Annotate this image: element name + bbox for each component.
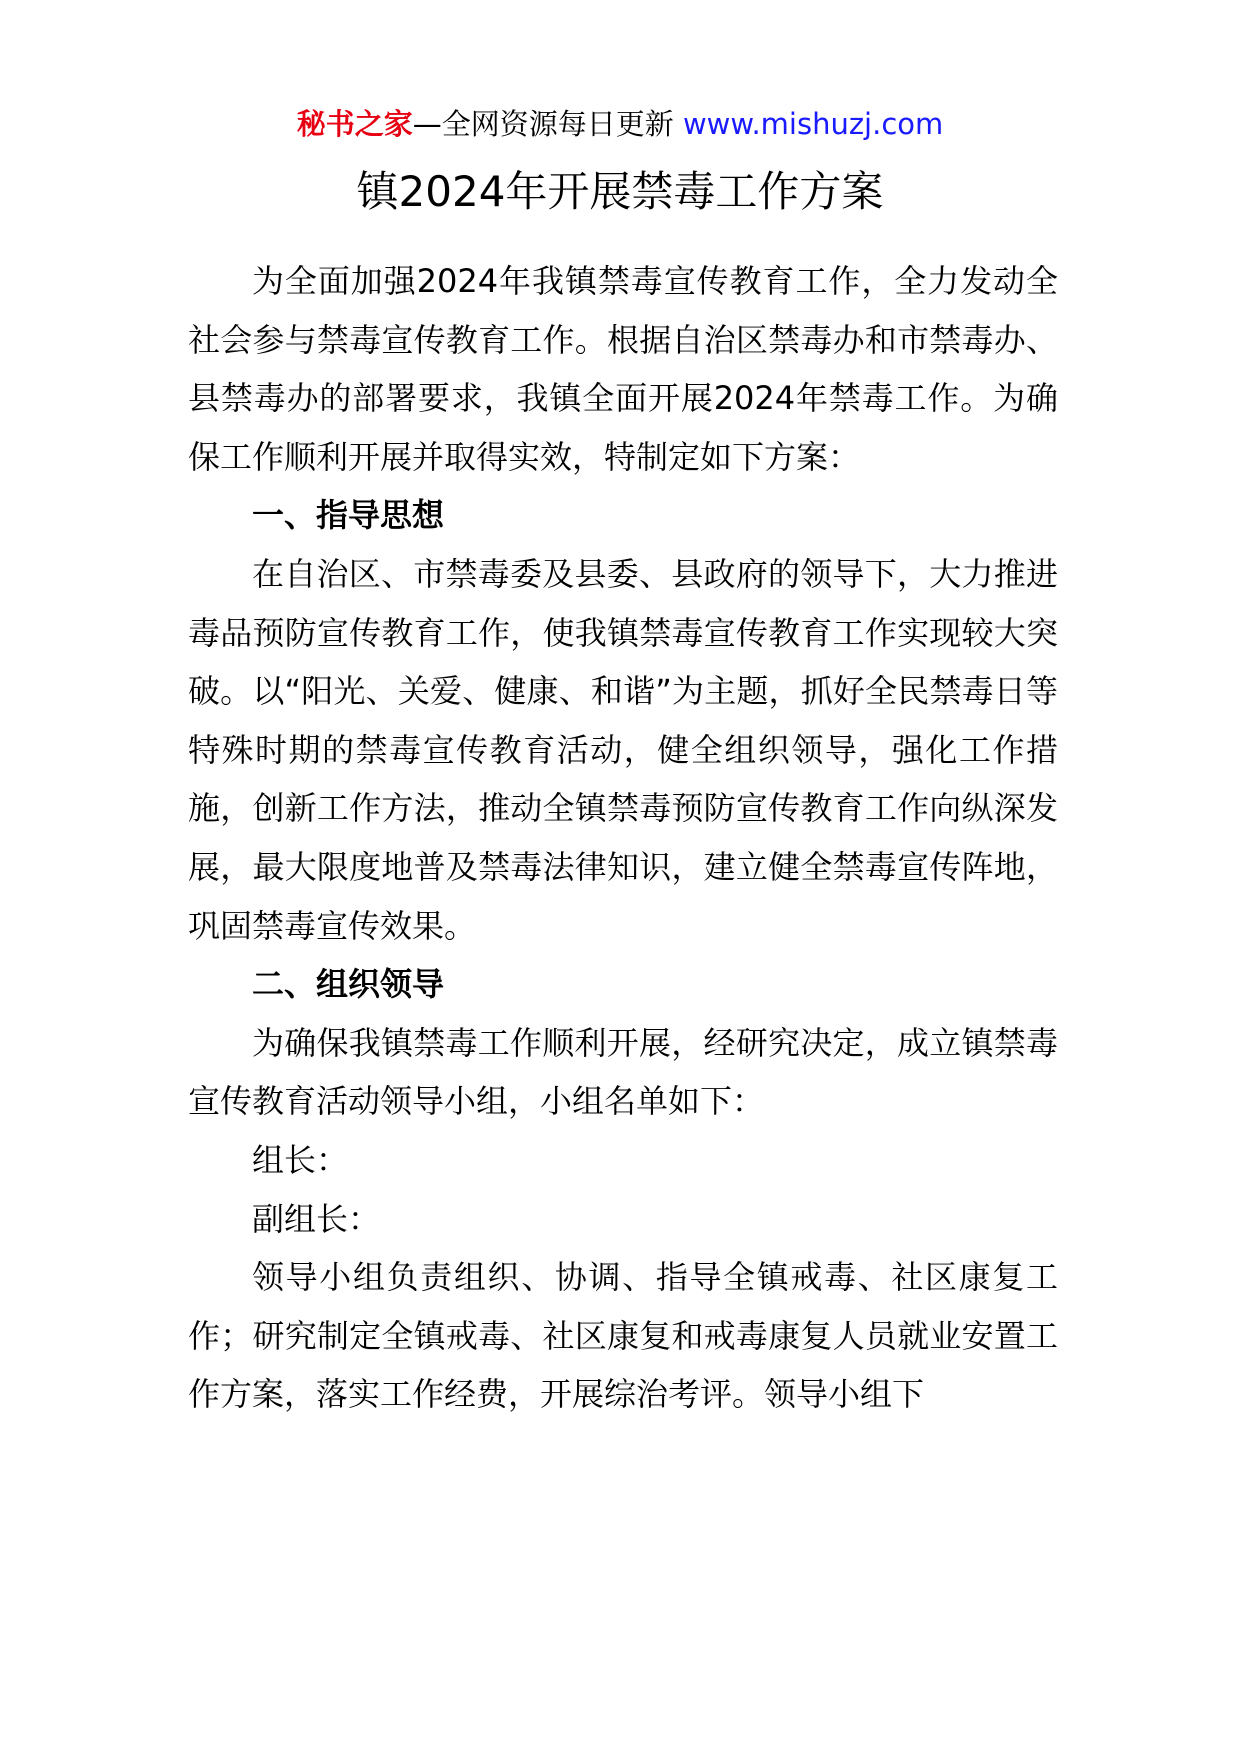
section-heading-guiding-ideology: 一、指导思想 [252, 496, 445, 535]
brand-slogan: —全网资源每日更新 [412, 107, 674, 141]
brand-name: 秘书之家 [296, 107, 413, 141]
section-heading-organization: 二、组织领导 [252, 965, 445, 1004]
paragraph-group-leader: 组长： [252, 1140, 349, 1179]
site-url-link[interactable]: www.mishuzj.com [682, 107, 944, 141]
paragraph-deputy-leader: 副组长： [252, 1199, 381, 1238]
paragraph-guiding-ideology: 在自治区、市禁毒委及县委、县政府的领导下，大力推进毒品预防宣传教育工作，使我镇禁毒宣传教育工作实现较大突破。以“阳光、关爱、健康、和谐”为主题，抓好全民禁毒日等特殊时期的禁毒宣传教育活动，健全组织领导，强化工作措施，创新工作方法，推动全镇禁毒预防宣传教育工作向纵深发展，最大限度地普及禁毒法律知识，建立健全禁毒宣传阵地，巩固禁毒宣传效果。 [188, 554, 1058, 945]
paragraph-organization: 为确保我镇禁毒工作顺利开展，经研究决定，成立镇禁毒宣传教育活动领导小组，小组名单如下： [188, 1023, 1058, 1121]
site-header [0, 100, 1240, 148]
paragraph-responsibilities: 领导小组负责组织、协调、指导全镇戒毒、社区康复工作；研究制定全镇戒毒、社区康复和戒毒康复人员就业安置工作方案，落实工作经费，开展综治考评。领导小组下 [188, 1258, 1058, 1414]
document-body [188, 252, 1058, 1424]
paragraph-intro: 为全面加强2024年我镇禁毒宣传教育工作，全力发动全社会参与禁毒宣传教育工作。根据自治区禁毒办和市禁毒办、县禁毒办的部署要求，我镇全面开展2024年禁毒工作。为确保工作顺利开展并取得实效，特制定如下方案： [188, 262, 1058, 476]
document-title: 镇2024年开展禁毒工作方案 [356, 167, 884, 216]
